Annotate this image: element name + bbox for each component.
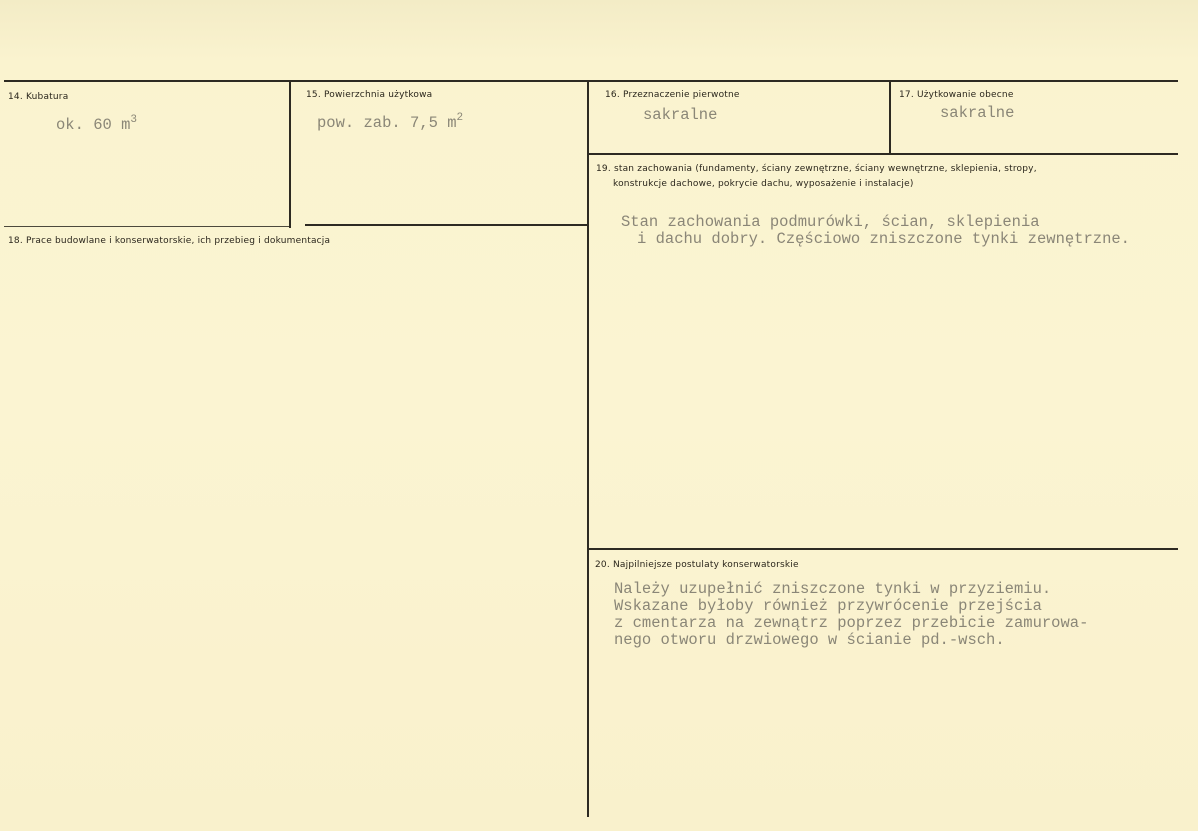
field-16-value: sakralne — [643, 106, 718, 124]
field-20-value-line3: z cmentarza na zewnątrz poprzez przebicie zamurowa- — [614, 614, 1089, 632]
rule-under-15 — [305, 224, 588, 226]
rule-under-16-17 — [589, 153, 1178, 155]
field-20-value-line2: Wskazane byłoby również przywrócenie przejścia — [614, 597, 1042, 615]
divider-14-15 — [289, 82, 291, 228]
field-19-value-line1: Stan zachowania podmurówki, ścian, sklepienia — [621, 213, 1040, 231]
field-20-value-line4: nego otworu drzwiowego w ścianie pd.-wsch. — [614, 631, 1005, 649]
top-rule — [4, 80, 1178, 82]
field-20-value-line1: Należy uzupełnić zniszczone tynki w przyziemiu. — [614, 580, 1052, 598]
field-15-label: 15. Powierzchnia użytkowa — [306, 90, 433, 100]
field-17-label: 17. Użytkowanie obecne — [899, 90, 1014, 100]
field-16-label: 16. Przeznaczenie pierwotne — [605, 90, 740, 100]
divider-16-17 — [889, 82, 891, 154]
rule-under-14 — [4, 226, 290, 227]
field-19-label-line2: konstrukcje dachowe, pokrycie dachu, wyposażenie i instalacje) — [613, 179, 914, 189]
field-14-label: 14. Kubatura — [8, 92, 69, 102]
rule-above-20 — [589, 548, 1178, 550]
divider-main — [587, 82, 589, 817]
field-19-label-line1: 19. stan zachowania (fundamenty, ściany zewnętrzne, ściany wewnętrzne, sklepienia, stropy, — [596, 164, 1037, 174]
field-14-value: ok. 60 $m^3$ — [56, 114, 138, 134]
field-19-value-line2: i dachu dobry. Częściowo zniszczone tynki zewnętrzne. — [637, 230, 1130, 248]
field-20-label: 20. Najpilniejsze postulaty konserwatorskie — [595, 560, 799, 570]
field-17-value: sakralne — [940, 104, 1015, 122]
field-15-value: pow. zab. 7,5 $m^2$ — [317, 112, 464, 132]
field-18-label: 18. Prace budowlane i konserwatorskie, ich przebieg i dokumentacja — [8, 236, 331, 246]
